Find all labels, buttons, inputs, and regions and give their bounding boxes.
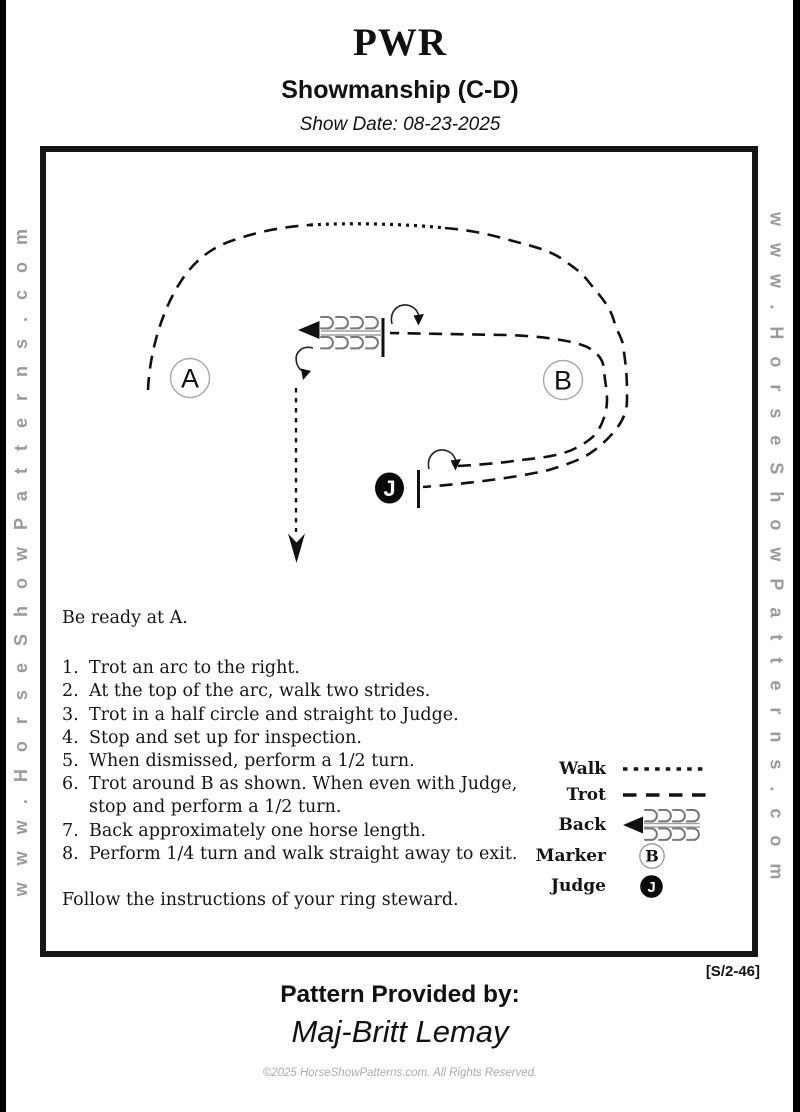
- exit-walk-path: [288, 388, 305, 563]
- instruction-step: 3. Trot in a half circle and straight to Judge.: [62, 704, 459, 725]
- provided-by-name: Maj-Britt Lemay: [291, 1014, 509, 1049]
- instruction-step: 4. Stop and set up for inspection.: [62, 727, 362, 748]
- watermark-left: www.HorseShowPatterns.com: [10, 211, 31, 897]
- pattern-code: [S/2-46]: [705, 963, 760, 980]
- left-edge-bar: [0, 0, 6, 1112]
- watermark-right: www.HorseShowPatterns.com: [766, 211, 787, 897]
- walk-line-icon: [621, 765, 709, 773]
- page-title: PWR: [353, 21, 447, 64]
- legend-row-trot: Trot: [496, 782, 709, 808]
- show-date: Show Date: 08-23-2025: [299, 114, 501, 135]
- copyright-line: ©2025 HorseShowPatterns.com. All Rights Reserved.: [262, 1067, 538, 1079]
- marker-b-label: B: [553, 365, 573, 396]
- half-turn-arrow-judge: [428, 450, 461, 471]
- instruction-outro: Follow the instructions of your ring steward.: [62, 890, 459, 911]
- instruction-step: 2. At the top of the arc, walk two strides.: [62, 681, 431, 702]
- instructions: [62, 607, 542, 912]
- legend: [496, 756, 709, 901]
- legend-row-walk: Walk: [496, 756, 709, 782]
- exit-arrowhead: [288, 534, 305, 564]
- legend-row-marker: Marker B: [496, 841, 709, 871]
- instruction-step: 6. Trot around B as shown. When even with Judge, stop and perform a 1/2 turn.: [62, 774, 518, 818]
- instruction-step: 1. Trot an arc to the right.: [62, 658, 300, 679]
- judge-circle-icon: [638, 873, 665, 900]
- walk-path-top: [310, 224, 445, 228]
- instruction-step: 8. Perform 1/4 turn and walk straight away to exit.: [62, 843, 518, 864]
- class-subtitle: Showmanship (C-D): [281, 76, 519, 104]
- legend-row-back: Back: [496, 808, 709, 841]
- trot-path-outer: [148, 225, 627, 487]
- marker-a: [171, 359, 210, 398]
- marker-circle-icon: [637, 841, 667, 871]
- back-hoofprints-icon: [621, 809, 703, 841]
- svg-text:B: B: [645, 846, 659, 866]
- back-up-symbol: [298, 317, 382, 348]
- trot-line-icon: [621, 791, 709, 799]
- judge-label: J: [383, 476, 396, 501]
- marker-a-label: A: [180, 363, 200, 394]
- judge-symbol: [375, 473, 404, 504]
- half-turn-arrow-center: [391, 305, 424, 326]
- pattern-box: [40, 146, 758, 957]
- marker-b: [544, 361, 583, 400]
- instruction-intro: Be ready at A.: [62, 608, 188, 628]
- quarter-turn-arrow-exit: [296, 347, 313, 380]
- trot-path-inner: [390, 333, 607, 466]
- svg-text:J: J: [647, 878, 656, 896]
- right-edge-bar: [793, 0, 800, 1112]
- legend-row-judge: Judge J: [496, 871, 709, 901]
- provided-by-label: Pattern Provided by:: [280, 981, 520, 1008]
- instruction-step: 5. When dismissed, perform a 1/2 turn.: [62, 751, 415, 772]
- instruction-step: 7. Back approximately one horse length.: [62, 820, 427, 841]
